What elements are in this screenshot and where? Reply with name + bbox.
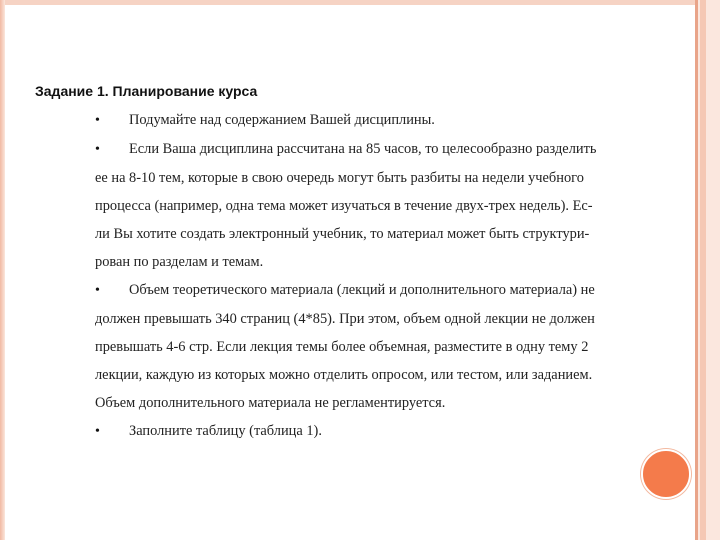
item-text: Заполните таблицу (таблица 1).	[129, 423, 322, 439]
bullet-icon: •	[95, 141, 100, 157]
item-text-line: ли Вы хотите создать электронный учебник, то материал может быть структури-	[95, 226, 590, 242]
slide-heading: Задание 1. Планирование курса	[35, 83, 258, 99]
item-text: Подумайте над содержанием Вашей дисциплины.	[129, 112, 435, 128]
item-text-line: превышать 4-6 стр. Если лекция темы более объемная, разместите в одну тему 2	[95, 339, 589, 355]
item-text-line: ее на 8-10 тем, которые в свою очередь могут быть разбиты на недели учебного	[95, 170, 584, 186]
slide-border-left	[0, 0, 5, 540]
list-item	[95, 417, 670, 446]
bullet-icon: •	[95, 112, 100, 128]
decorative-circle	[641, 449, 691, 499]
bullet-icon: •	[95, 282, 100, 298]
list-item	[95, 135, 670, 276]
task-list	[95, 106, 670, 446]
item-text-line: рован по разделам и темам.	[95, 254, 264, 270]
bullet-icon: •	[95, 423, 100, 439]
list-item	[95, 106, 670, 135]
item-text-line: должен превышать 340 страниц (4*85). При этом, объем одной лекции не должен	[95, 311, 595, 327]
item-text-line: Объем дополнительного материала не регламентируется.	[95, 395, 446, 411]
slide-border-right	[695, 0, 720, 540]
item-text: Объем теоретического материала (лекций и дополнительного материала) не	[129, 282, 595, 298]
list-item	[95, 276, 670, 417]
slide-border-line	[695, 0, 698, 540]
item-text-line: лекции, каждую из которых можно отделить опросом, или тестом, или заданием.	[95, 367, 593, 383]
slide-border-line	[700, 0, 706, 540]
slide-border-top	[0, 0, 720, 5]
item-text: Если Ваша дисциплина рассчитана на 85 часов, то целесообразно разделить	[129, 141, 597, 157]
item-text-line: процесса (например, одна тема может изучаться в течение двух-трех недель). Ес-	[95, 198, 593, 214]
